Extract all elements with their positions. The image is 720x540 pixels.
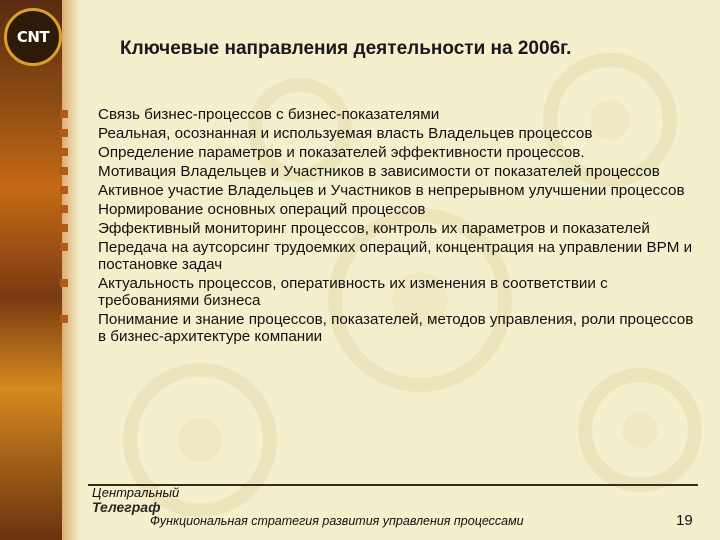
page-number: 19 (676, 512, 693, 529)
bullet-item (58, 311, 698, 345)
bullet-square-icon (60, 205, 68, 213)
bullet-item (58, 163, 698, 180)
footer-divider (88, 484, 698, 486)
bullet-item (58, 220, 698, 237)
company-logo (4, 8, 62, 66)
bullet-item (58, 106, 698, 123)
bullet-text: Мотивация Владельцев и Участников в зависимости от показателей процессов (98, 163, 660, 180)
logo-text: CNT (16, 28, 50, 46)
bullet-item (58, 239, 698, 273)
bullet-text: Определение параметров и показателей эффективности процессов. (98, 144, 585, 161)
bullet-text: Нормирование основных операций процессов (98, 201, 426, 218)
footer-caption: Функциональная стратегия развития управления процессами (150, 514, 524, 528)
bullet-square-icon (60, 279, 68, 287)
bullet-text: Актуальность процессов, оперативность их изменения в соответствии с требованиями бизнеса (98, 275, 608, 309)
bullet-item (58, 201, 698, 218)
slide-title: Ключевые направления деятельности на 2006г. (120, 38, 572, 59)
bullet-item (58, 182, 698, 199)
bullet-text: Эффективный мониторинг процессов, контроль их параметров и показателей (98, 220, 650, 237)
bullet-text: Передача на аутсорсинг трудоемких операций, концентрация на управлении BPM и постановке задач (98, 239, 693, 273)
brand-line-1: Центральный (92, 485, 180, 500)
bullet-square-icon (60, 167, 68, 175)
decorative-left-strip (0, 0, 62, 540)
bullet-square-icon (60, 186, 68, 194)
bullet-square-icon (60, 243, 68, 251)
bullet-item (58, 144, 698, 161)
bullet-square-icon (60, 315, 68, 323)
bullet-text: Понимание и знание процессов, показателей, методов управления, роли процессов в бизнес-архитектуре компании (98, 311, 694, 345)
bullet-square-icon (60, 129, 68, 137)
bullet-square-icon (60, 110, 68, 118)
bullet-text: Активное участие Владельцев и Участников в непрерывном улучшении процессов (98, 182, 685, 199)
bullet-item (58, 125, 698, 142)
brand-line-2: Телеграф (92, 499, 161, 515)
footer-brand (92, 486, 179, 514)
bullet-square-icon (60, 148, 68, 156)
bullet-item (58, 275, 698, 309)
bullet-text: Связь бизнес-процессов с бизнес-показателями (98, 106, 440, 123)
bullet-list (58, 106, 698, 347)
bullet-square-icon (60, 224, 68, 232)
bullet-text: Реальная, осознанная и используемая власть Владельцев процессов (98, 125, 593, 142)
